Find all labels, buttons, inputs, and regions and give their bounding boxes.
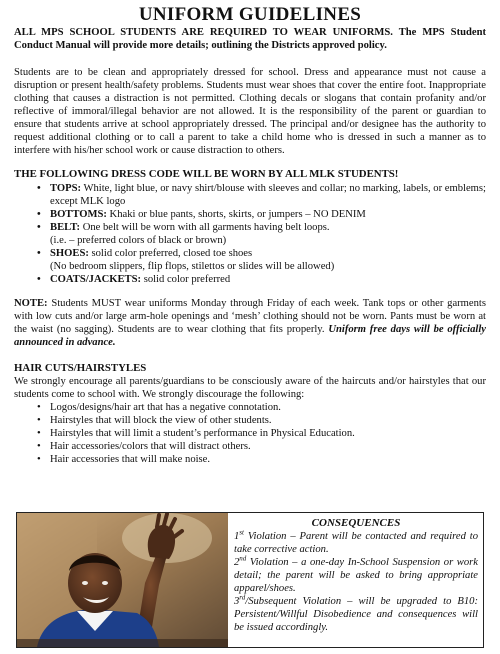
dress-item-text: solid color preferred xyxy=(141,274,231,285)
violation-2 xyxy=(234,556,478,595)
violation-1 xyxy=(234,530,478,556)
note-emphasis: Uniform free days will be officially announced in advance. xyxy=(14,324,486,348)
consequences-box xyxy=(16,512,484,648)
hair-item: • Hair accessories/colors that will distract others. xyxy=(50,440,486,453)
consequences-title: CONSEQUENCES xyxy=(311,517,401,529)
dress-item-label: COATS/JACKETS: xyxy=(50,274,142,285)
hair-list xyxy=(14,401,486,466)
violation-number: 1 xyxy=(234,531,240,542)
page-title: UNIFORM GUIDELINES xyxy=(138,4,362,25)
dress-item-label: TOPS: xyxy=(50,183,82,194)
note-label: NOTE: xyxy=(14,298,48,309)
hair-item: • Logos/designs/hair art that has a negative connotation. xyxy=(50,401,486,414)
dress-item-belt xyxy=(50,221,486,247)
student-raising-hand-photo xyxy=(17,513,228,647)
intro-paragraph: Students are to be clean and appropriately dressed for school. Dress and appearance must not cause a disruption or present health/safety problems. Students must wear shoes that cover the entire foot. Inappropriate clothing that causes a distraction is not permitted. Clothing decals or slogans that contain profanity and/or reflective of immoral/illegal behavior are not allowed. It is the responsibility of the parent or guardian to ensure that students arrive at school appropriately dressed. The principal and/or designee has the authority to request additional clothing or to call a parent to take a child home who is dressed in such a manner as to interfere with his/her school work or cause distraction to others. xyxy=(14,67,486,156)
hair-heading: HAIR CUTS/HAIRSTYLES xyxy=(14,362,147,374)
consequences-text xyxy=(234,517,478,634)
note-text: Students MUST wear uniforms Monday through Friday of each week. Tank tops or other garments with low cuts and/or large arm-hole openings and ‘mesh’ clothing should not be worn. Pants must be worn at the waist (no sagging). Students are to wear clothing that fits properly. xyxy=(14,298,486,335)
dress-item-extra: (i.e. – preferred colors of black or brown) xyxy=(50,235,227,246)
dress-code-heading: THE FOLLOWING DRESS CODE WILL BE WORN BY ALL MLK STUDENTS! xyxy=(14,168,399,180)
violation-ordinal: rd xyxy=(239,593,246,602)
violation-3 xyxy=(234,595,478,634)
violation-number: 3 xyxy=(234,596,240,607)
violation-text: Violation – a one-day In-School Suspension or work detail; the parent will be asked to bring appropriate apparel/shoes. xyxy=(234,557,478,594)
hair-item: • Hairstyles that will block the view of other students. xyxy=(50,414,486,427)
violation-text: /Subsequent Violation – will be upgraded to B10: Persistent/Willful Disobedience and consequences will be issued accordingly. xyxy=(234,596,478,633)
dress-item-text: Khaki or blue pants, shorts, skirts, or jumpers – NO DENIM xyxy=(106,209,366,220)
photo-illustration xyxy=(17,513,228,647)
dress-item-text: White, light blue, or navy shirt/blouse with sleeves and collar; no marking, labels, or emblems; except MLK logo xyxy=(50,183,486,207)
violation-ordinal: st xyxy=(239,528,244,537)
violation-text: Violation – Parent will be contacted and required to take corrective action. xyxy=(234,531,478,555)
dress-item-tops xyxy=(50,182,486,208)
dress-item-bottoms xyxy=(50,208,486,221)
note-paragraph xyxy=(14,297,486,349)
violation-ordinal: nd xyxy=(239,554,247,563)
dress-item-label: BELT: xyxy=(50,222,81,233)
hair-item: • Hair accessories that will make noise. xyxy=(50,453,486,466)
uniform-guidelines-document xyxy=(14,4,486,466)
dress-item-label: BOTTOMS: xyxy=(50,209,107,220)
violation-number: 2 xyxy=(234,557,240,568)
dress-item-shoes xyxy=(50,247,486,273)
dress-code-list xyxy=(14,182,486,286)
dress-item-text: One belt will be worn with all garments having belt loops. xyxy=(80,222,330,233)
dress-item-extra: (No bedroom slippers, flip flops, stilettos or slides will be allowed) xyxy=(50,261,335,272)
subtitle: ALL MPS SCHOOL STUDENTS ARE REQUIRED TO WEAR UNIFORMS. The MPS Student Conduct Manual will provide more details; outlining the Districts approved policy. xyxy=(14,27,486,51)
dress-item-label: SHOES: xyxy=(50,248,89,259)
dress-item-text: solid color preferred, closed toe shoes xyxy=(88,248,253,259)
hair-item: • Hairstyles that will limit a student’s performance in Physical Education. xyxy=(50,427,486,440)
dress-item-coats xyxy=(50,273,486,286)
hair-intro: We strongly encourage all parents/guardians to be consciously aware of the haircuts and/or hairstyles that our students come to school with. We strongly discourage the following: xyxy=(14,376,486,400)
